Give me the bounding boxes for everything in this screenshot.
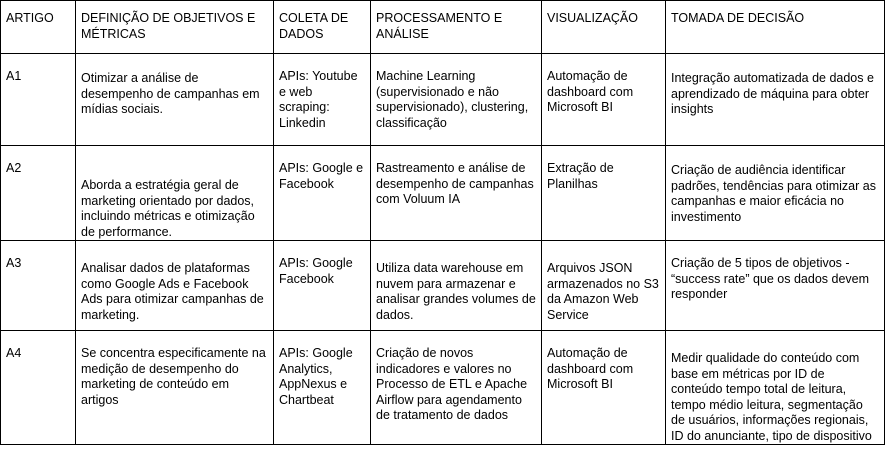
header-artigo: ARTIGO [1, 1, 76, 54]
cell-coleta: APIs: Google e Facebook [274, 146, 371, 241]
header-visualizacao: VISUALIZAÇÃO [542, 1, 666, 54]
header-processamento: PROCESSAMENTO E ANÁLISE [371, 1, 542, 54]
cell-tomada-decisao: Criação de audiência identificar padrões, tendências para otimizar as campanhas e maior eficácia no investimento [666, 146, 885, 241]
cell-processamento: Machine Learning (supervisionado e não supervisionado), clustering, classificação [371, 54, 542, 146]
cell-coleta: APIs: Google Facebook [274, 241, 371, 331]
cell-processamento: Utiliza data warehouse em nuvem para armazenar e analisar grandes volumes de dados. [371, 241, 542, 331]
cell-tomada-decisao: Integração automatizada de dados e aprendizado de máquina para obter insights [666, 54, 885, 146]
cell-visualizacao: Automação de dashboard com Microsoft BI [542, 54, 666, 146]
cell-visualizacao: Arquivos JSON armazenados no S3 da Amazon Web Service [542, 241, 666, 331]
cell-definicao: Se concentra especificamente na medição de desempenho do marketing de conteúdo em artigos [76, 331, 274, 445]
header-row [1, 1, 885, 54]
cell-processamento: Rastreamento e análise de desempenho de campanhas com Voluum IA [371, 146, 542, 241]
cell-artigo: A2 [1, 146, 76, 241]
header-definicao: DEFINIÇÃO DE OBJETIVOS E MÉTRICAS [76, 1, 274, 54]
cell-visualizacao: Extração de Planilhas [542, 146, 666, 241]
cell-artigo: A1 [1, 54, 76, 146]
table-row [1, 54, 885, 146]
cell-visualizacao: Automação de dashboard com Microsoft BI [542, 331, 666, 445]
cell-artigo: A4 [1, 331, 76, 445]
cell-coleta: APIs: Google Analytics, AppNexus e Chartbeat [274, 331, 371, 445]
cell-tomada-decisao: Criação de 5 tipos de objetivos - “success rate” que os dados devem responder [666, 241, 885, 331]
cell-coleta: APIs: Youtube e web scraping: Linkedin [274, 54, 371, 146]
table-row [1, 241, 885, 331]
cell-artigo: A3 [1, 241, 76, 331]
cell-definicao: Otimizar a análise de desempenho de campanhas em mídias sociais. [76, 54, 274, 146]
header-coleta: COLETA DE DADOS [274, 1, 371, 54]
cell-definicao: Aborda a estratégia geral de marketing orientado por dados, incluindo métricas e otimização de performance. [76, 146, 274, 241]
header-tomada-decisao: TOMADA DE DECISÃO [666, 1, 885, 54]
table-row [1, 331, 885, 445]
cell-tomada-decisao: Medir qualidade do conteúdo com base em métricas por ID de conteúdo tempo total de leitura, tempo médio leitura, segmentação de usuários, informações regionais, ID do anunciante, tipo de dispositivo [666, 331, 885, 445]
cell-processamento: Criação de novos indicadores e valores no Processo de ETL e Apache Airflow para agendamento de tratamento de dados [371, 331, 542, 445]
cell-definicao: Analisar dados de plataformas como Google Ads e Facebook Ads para otimizar campanhas de marketing. [76, 241, 274, 331]
table-row [1, 146, 885, 241]
